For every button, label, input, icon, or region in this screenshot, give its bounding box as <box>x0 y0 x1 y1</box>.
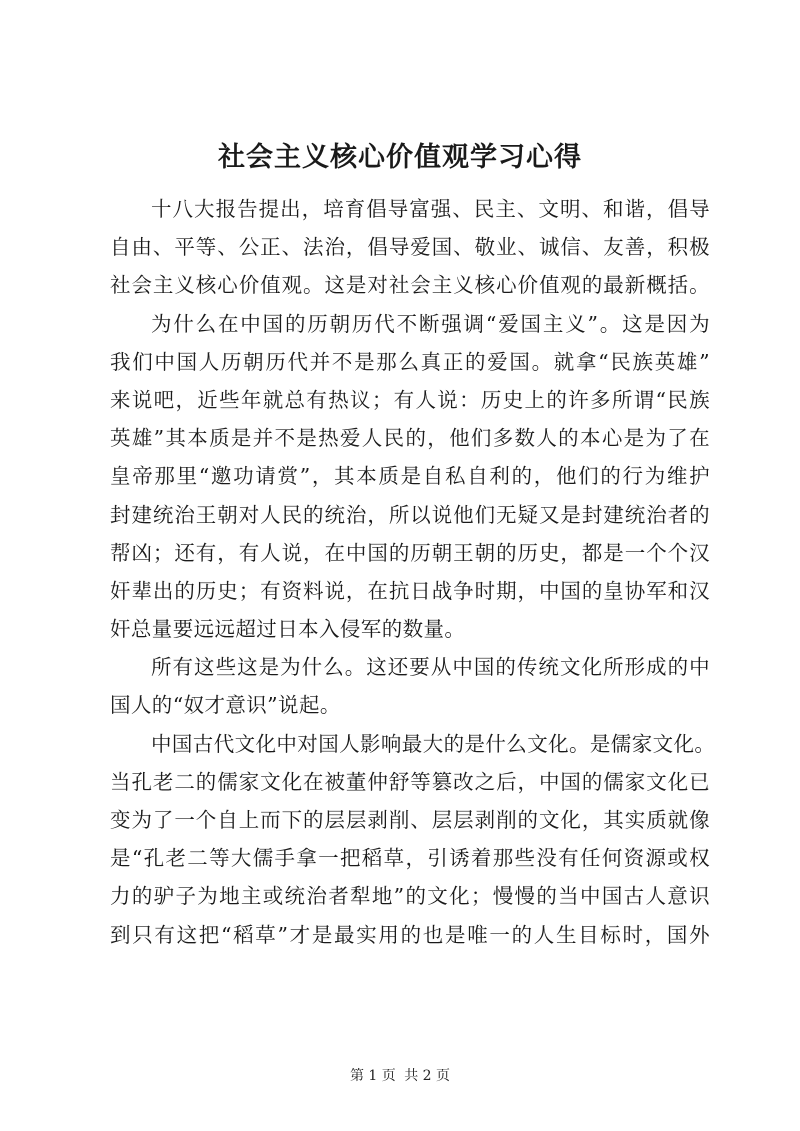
paragraph <box>110 648 710 724</box>
document-title: 社会主义核心价值观学习心得 <box>218 142 582 173</box>
text-line: 自由、平等、公正、法治，倡导爱国、敬业、诚信、友善，积极 <box>110 235 710 260</box>
text-line: 到只有这把“稻草”才是最实用的也是唯一的人生目标时，国外 <box>110 922 710 947</box>
text-line: 变为了一个自上而下的层层剥削、层层剥削的文化，其实质就像 <box>110 808 710 832</box>
text-line: 当孔老二的儒家文化在被董仲舒等篡改之后，中国的儒家文化已 <box>110 769 710 794</box>
text-line: 奸辈出的历史；有资料说，在抗日战争时期，中国的皇协军和汉 <box>110 578 710 603</box>
text-line: 社会主义核心价值观。这是对社会主义核心价值观的最新概括。 <box>110 273 710 298</box>
paragraph <box>110 305 710 649</box>
page-total: 共 2 页 <box>404 1068 451 1084</box>
text-line: 国人的“奴才意识”说起。 <box>110 693 341 718</box>
text-line: 中国古代文化中对国人影响最大的是什么文化。是儒家文化。 <box>151 731 716 756</box>
text-line: 皇帝那里“邀功请赏”，其本质是自私自利的，他们的行为维护 <box>110 464 710 489</box>
text-line: 是“孔老二等大儒手拿一把稻草，引诱着那些没有任何资源或权 <box>110 846 710 871</box>
text-line: 力的驴子为地主或统治者犁地”的文化；慢慢的当中国古人意识 <box>110 884 710 909</box>
text-line: 英雄”其本质是并不是热爱人民的，他们多数人的本心是为了在 <box>110 426 710 451</box>
text-line: 十八大报告提出，培育倡导富强、民主、文明、和谐，倡导 <box>151 197 710 221</box>
paragraph <box>110 190 710 305</box>
text-line: 所有这些这是为什么。这还要从中国的传统文化所形成的中 <box>151 655 710 680</box>
paragraph <box>110 725 716 954</box>
text-line: 奸总量要远远超过日本入侵军的数量。 <box>110 617 466 642</box>
document-body <box>110 190 716 954</box>
page-footer <box>0 1066 800 1086</box>
text-line: 来说吧，近些年就总有热议；有人说：历史上的许多所谓“民族 <box>110 387 710 412</box>
text-line: 帮凶；还有，有人说，在中国的历朝王朝的历史，都是一个个汉 <box>110 540 710 565</box>
page-number: 第 1 页 <box>349 1068 396 1084</box>
text-line: 我们中国人历朝历代并不是那么真正的爱国。就拿“民族英雄” <box>110 349 710 374</box>
text-line: 封建统治王朝对人民的统治，所以说他们无疑又是封建统治者的 <box>110 502 710 527</box>
text-line: 为什么在中国的历朝历代不断强调“爱国主义”。这是因为 <box>151 311 710 336</box>
